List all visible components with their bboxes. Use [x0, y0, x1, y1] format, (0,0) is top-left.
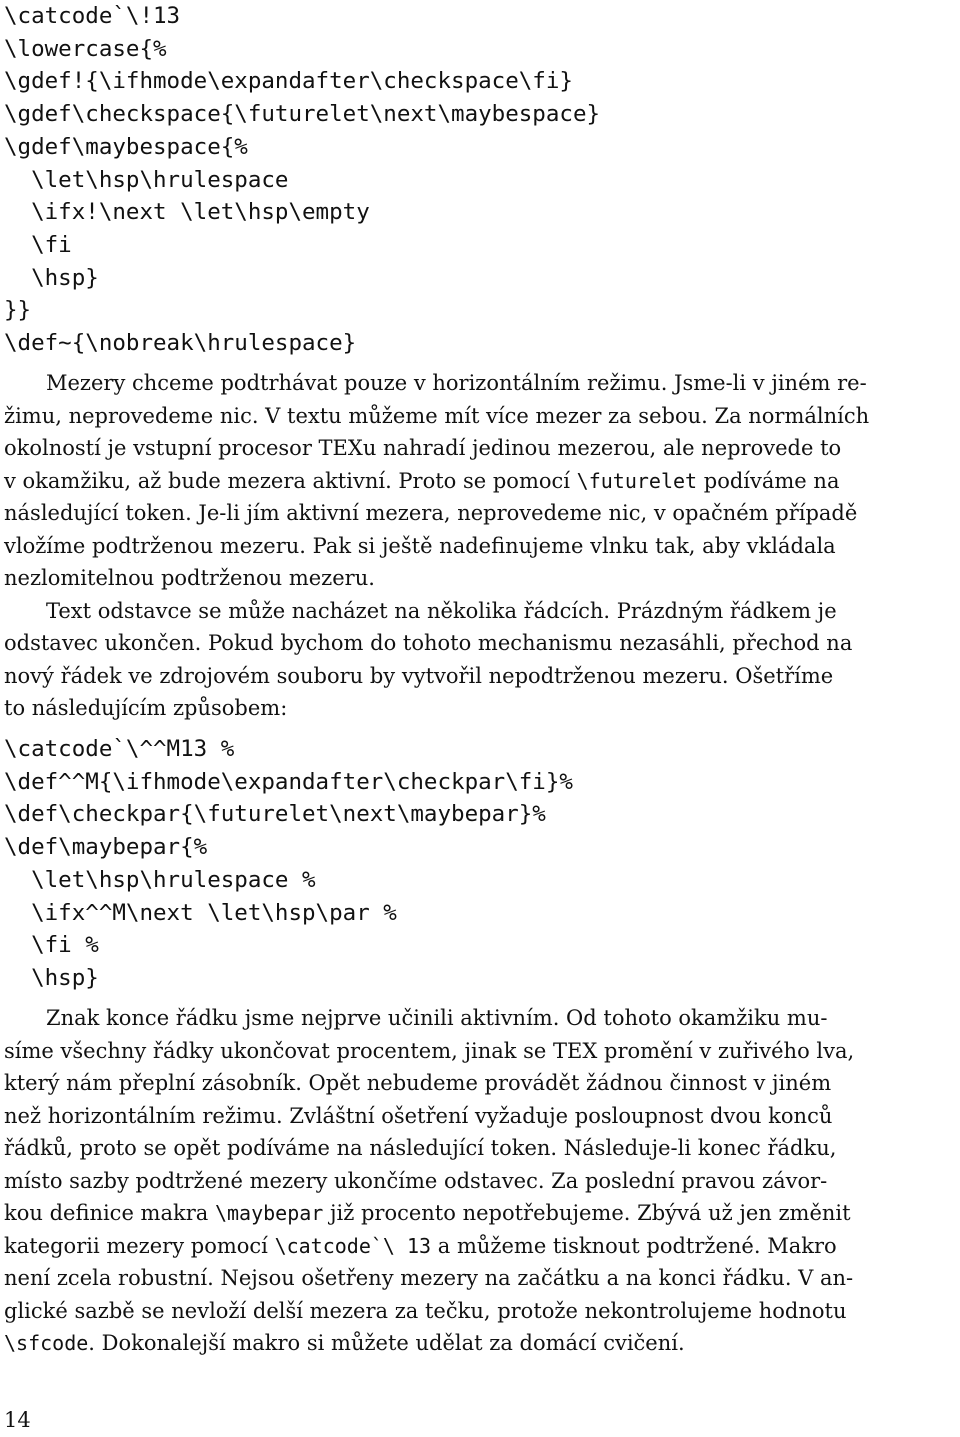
text-line — [4, 595, 956, 628]
text-run: . Dokonalejší makro si můžete udělat za domácí cvičení. — [88, 1331, 685, 1355]
text-run: žimu, neprovedeme nic. V textu můžeme mít více mezer za sebou. Za normálních — [4, 403, 870, 428]
code-line: \fi — [4, 231, 72, 258]
inline-code: \sfcode — [4, 1331, 89, 1355]
text-line — [4, 1295, 956, 1328]
text-run: Text odstavce se může nacházet na několika řádcích. Prázdným řádkem je — [46, 598, 837, 623]
text-line — [4, 1132, 956, 1165]
code-line: \gdef\checkspace{\futurelet\next\maybespace} — [4, 101, 601, 128]
code-line: \catcode`\!13 — [4, 3, 181, 29]
code-line: \ifx!\next \let\hsp\empty — [4, 199, 370, 226]
text-run: než horizontálním režimu. Zvláštní ošetření vyžaduje posloupnost dvou konců — [4, 1103, 833, 1128]
text-line — [4, 660, 956, 693]
text-run: není zcela robustní. Nejsou ošetřeny mezery na začátku a na konci řádku. V an- — [4, 1266, 854, 1290]
text-run: řádků, proto se opět podíváme na následující token. Následuje-li konec řádku, — [4, 1136, 837, 1160]
text-line — [4, 1035, 956, 1068]
paragraph-block-underlined-spaces — [4, 367, 956, 725]
text-run: již procento nepotřebujeme. Zbývá už jen změnit — [323, 1201, 851, 1225]
text-run: okolností je vstupní procesor TEXu nahradí jedinou mezerou, ale neprovede to — [4, 436, 842, 460]
text-line — [4, 367, 956, 400]
inline-code: \futurelet — [576, 468, 698, 493]
text-line — [4, 627, 956, 660]
inline-code: \catcode`\ 13 — [274, 1233, 432, 1258]
code-line: \def^^M{\ifhmode\expandafter\checkpar\fi}% — [4, 768, 573, 795]
text-run: glické sazbě se nevloží delší mezera za tečku, protože nekontrolujeme hodnotu — [4, 1298, 847, 1323]
code-line: \hsp} — [4, 264, 99, 291]
code-line: \lowercase{% — [4, 35, 167, 62]
text-run: nezlomitelnou podtrženou mezeru. — [4, 566, 375, 590]
code-line: \gdef\maybespace{% — [4, 133, 248, 160]
text-run: který nám přeplní zásobník. Opět nebudeme provádět žádnou činnost v jiném — [4, 1071, 832, 1095]
text-line — [4, 1100, 956, 1133]
text-run: odstavec ukončen. Pokud bychom do tohoto mechanismu nezasáhli, přechod na — [4, 631, 853, 655]
text-line — [4, 432, 956, 465]
text-run: nový řádek ve zdrojovém souboru by vytvořil nepodtrženou mezeru. Ošetříme — [4, 663, 834, 688]
text-run: Znak konce řádku jsme nejprve učinili aktivním. Od tohoto okamžiku mu- — [46, 1006, 828, 1030]
text-run: v okamžiku, až bude mezera aktivní. Proto se pomocí — [4, 468, 577, 493]
code-line: }} — [4, 297, 32, 324]
text-line — [4, 1327, 956, 1360]
text-line — [4, 1230, 956, 1263]
text-run: Mezery chceme podtrhávat pouze v horizontálním režimu. Jsme-li v jiném re- — [46, 371, 867, 395]
paragraph-block-end-of-line — [4, 1002, 956, 1360]
page-number: 14 — [4, 1408, 31, 1432]
code-line: \hsp} — [4, 964, 99, 991]
text-line — [4, 465, 956, 498]
text-line — [4, 692, 956, 725]
text-line — [4, 400, 956, 433]
code-block-catcode-endline — [4, 733, 573, 995]
text-run: vložíme podtrženou mezeru. Pak si ještě nadefinujeme vlnku tak, aby vkládala — [4, 533, 836, 558]
text-run: to následujícím způsobem: — [4, 696, 288, 720]
text-run: místo sazby podtržené mezery ukončíme odstavec. Za poslední pravou závor- — [4, 1168, 828, 1193]
text-line — [4, 562, 956, 595]
code-line: \def\maybepar{% — [4, 834, 208, 861]
text-run: síme všechny řádky ukončovat procentem, jinak se TEX promění v zuřivého lva, — [4, 1038, 855, 1063]
code-line: \catcode`\^^M13 % — [4, 736, 235, 762]
text-line — [4, 1002, 956, 1035]
code-block-catcode-space — [4, 0, 600, 360]
text-line — [4, 530, 956, 563]
text-line — [4, 1197, 956, 1230]
code-line: \def~{\nobreak\hrulespace} — [4, 330, 357, 357]
code-line: \def\checkpar{\futurelet\next\maybepar}% — [4, 801, 546, 828]
inline-code: \maybepar — [214, 1201, 324, 1225]
code-line: \ifx^^M\next \let\hsp\par % — [4, 899, 397, 926]
code-line: \fi % — [4, 932, 99, 959]
text-run: kou definice makra — [4, 1201, 215, 1225]
text-line — [4, 1262, 956, 1295]
text-line — [4, 497, 956, 530]
code-line: \let\hsp\hrulespace % — [4, 866, 316, 893]
code-line: \gdef!{\ifhmode\expandafter\checkspace\fi} — [4, 68, 573, 95]
text-line — [4, 1165, 956, 1198]
text-run: kategorii mezery pomocí — [4, 1233, 275, 1258]
text-line — [4, 1067, 956, 1100]
code-line: \let\hsp\hrulespace — [4, 166, 289, 193]
text-run: následující token. Je-li jím aktivní mezera, neprovedeme nic, v opačném případě — [4, 501, 858, 525]
text-run: podíváme na — [697, 468, 840, 493]
text-run: a můžeme tisknout podtržené. Makro — [431, 1233, 837, 1258]
